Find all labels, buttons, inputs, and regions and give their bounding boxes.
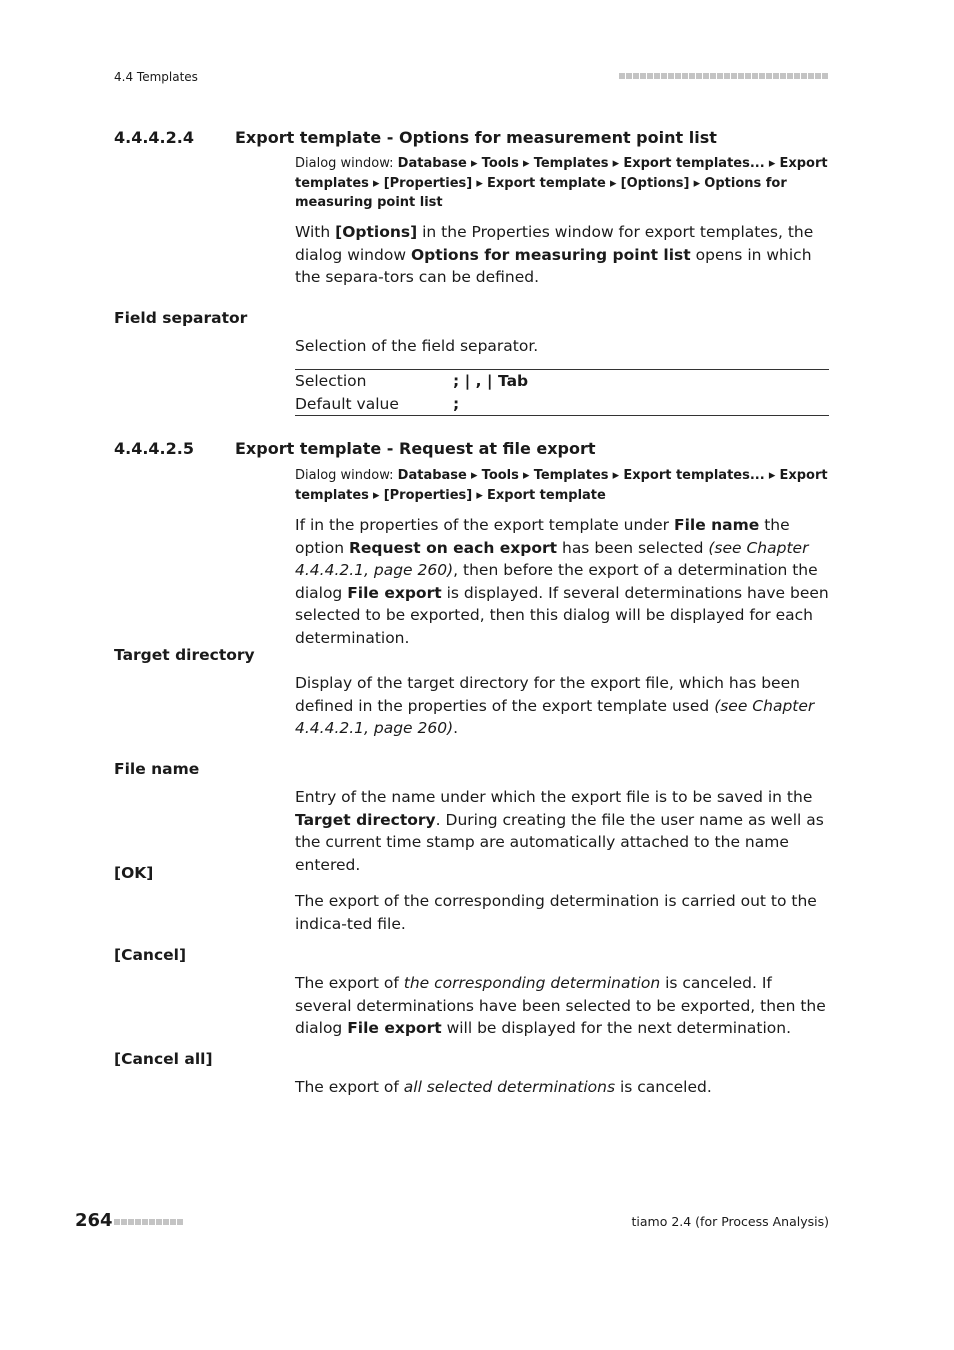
- section-title: Export template - Request at file export: [235, 439, 596, 458]
- desc-ok: The export of the corresponding determination is carried out to the indica-ted file.: [295, 892, 817, 933]
- arrow-right-icon: ▸: [523, 156, 530, 171]
- arrow-right-icon: ▸: [612, 468, 620, 483]
- dialog-path-options: Dialog window: Database ▸ Tools ▸ Templates ▸ Export templates... ▸ Export templates ▸ [Properties] ▸ Export template ▸ [Options] ▸ Options for measuring point list: [295, 156, 828, 210]
- table-row: [295, 370, 829, 393]
- arrow-right-icon: ▸: [523, 468, 530, 483]
- section-number: 4.4.4.2.4: [114, 128, 194, 147]
- desc-field-separator: Selection of the field separator.: [295, 337, 539, 355]
- desc-cancel-all: The export of all selected determinations is canceled.: [295, 1078, 712, 1096]
- running-header-section: 4.4 Templates: [114, 70, 198, 84]
- term-file-name: File name: [114, 760, 200, 778]
- table-key: Selection: [295, 372, 367, 390]
- arrow-right-icon: ▸: [768, 156, 776, 171]
- table-value: ; | , | Tab: [453, 372, 529, 390]
- desc-file-name: Entry of the name under which the export file is to be saved in the Target directory. During creating the file the user name as well as the current time stamp are automatically attached to the name entered.: [295, 788, 824, 874]
- table-key: Default value: [295, 394, 399, 413]
- term-target-directory: Target directory: [114, 646, 255, 664]
- arrow-right-icon: ▸: [609, 175, 617, 191]
- footer-dots-decoration: [114, 1219, 183, 1225]
- footer-product-name: tiamo 2.4 (for Process Analysis): [631, 1214, 829, 1229]
- arrow-right-icon: ▸: [373, 487, 380, 503]
- intro-paragraph-options: With [Options] in the Properties window for export templates, the dialog window Options for measuring point list opens in which the separa-tors can be defined.: [295, 223, 814, 286]
- arrow-right-icon: ▸: [693, 175, 701, 191]
- desc-target-directory: Display of the target directory for the export file, which has been defined in the properties of the export template used (see Chapter 4.4.4.2.1, page 260).: [295, 674, 815, 737]
- term-cancel-all: [Cancel all]: [114, 1050, 213, 1068]
- table-value: ;: [453, 394, 460, 413]
- section-title: Export template - Options for measurement point list: [235, 128, 717, 147]
- field-separator-table: [295, 369, 829, 416]
- arrow-right-icon: ▸: [476, 487, 483, 503]
- arrow-right-icon: ▸: [476, 175, 483, 191]
- section-heading-options: [114, 128, 717, 147]
- header-dots-decoration: [619, 73, 828, 79]
- section-heading-request: [114, 439, 596, 458]
- arrow-right-icon: ▸: [612, 156, 620, 171]
- arrow-right-icon: ▸: [471, 468, 478, 483]
- table-row: [295, 393, 829, 416]
- dialog-path-request: Dialog window: Database ▸ Tools ▸ Templates ▸ Export templates... ▸ Export templates ▸ [Properties] ▸ Export template: [295, 468, 828, 503]
- intro-paragraph-request: If in the properties of the export template under File name the option Request on each export has been selected (see Chapter 4.4.4.2.1, page 260), then before the export of a determination the dialog File export is displayed. If several determinations have been selected to be exported, then this dialog will be displayed for each determination.: [295, 516, 829, 647]
- term-field-separator: Field separator: [114, 309, 248, 327]
- arrow-right-icon: ▸: [373, 175, 380, 191]
- arrow-right-icon: ▸: [768, 468, 776, 483]
- term-ok: [OK]: [114, 864, 154, 882]
- section-number: 4.4.4.2.5: [114, 439, 194, 458]
- arrow-right-icon: ▸: [471, 156, 478, 171]
- term-cancel: [Cancel]: [114, 946, 187, 964]
- page-number: 264: [75, 1210, 113, 1231]
- desc-cancel: The export of the corresponding determination is canceled. If several determinations have been selected to be exported, then the dialog File export will be displayed for the next determination.: [295, 974, 826, 1037]
